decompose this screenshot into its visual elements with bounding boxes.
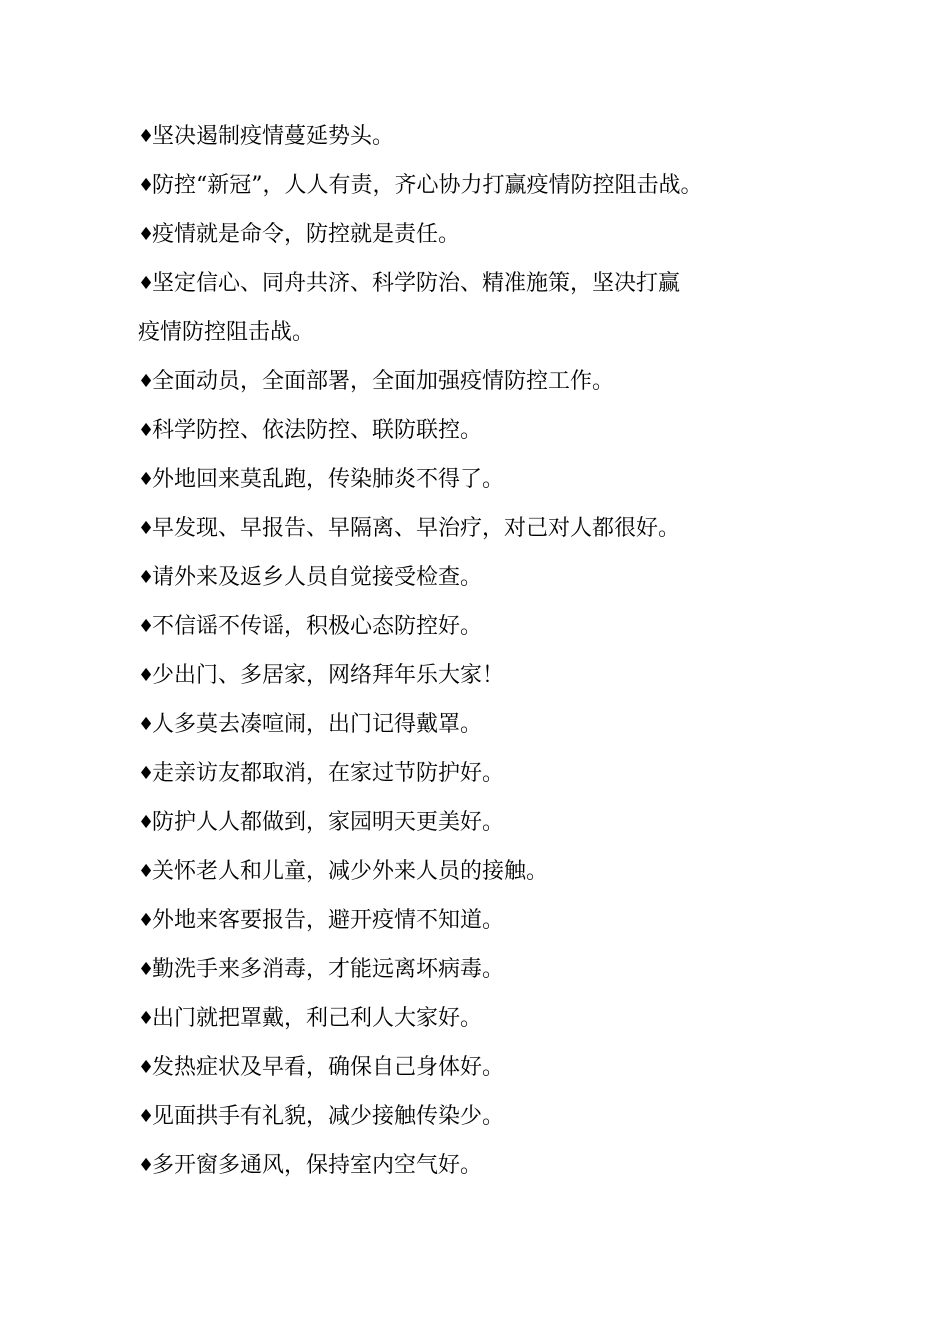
- diamond-bullet-icon: ♦: [138, 665, 155, 686]
- slogan-line: [138, 357, 838, 406]
- slogan-text: 发热症状及早看，确保自己身体好。: [152, 1055, 505, 1080]
- slogan-text: 人多莫去凑喧闹，出门记得戴罩。: [152, 712, 483, 737]
- slogan-text: 坚定信心、同舟共济、科学防治、精准施策，坚决打赢: [152, 271, 681, 296]
- slogan-text: 不信谣不传谣，积极心态防控好。: [152, 614, 483, 639]
- slogan-line: [138, 1043, 838, 1092]
- diamond-bullet-icon: ♦: [138, 861, 155, 882]
- slogan-text: 科学防控、依法防控、联防联控。: [152, 418, 483, 443]
- diamond-bullet-icon: ♦: [138, 224, 155, 245]
- slogan-text: 防控“新冠”，人人有责，齐心协力打赢疫情防控阻击战。: [152, 173, 703, 198]
- slogan-text: 外地来客要报告，避开疫情不知道。: [152, 908, 505, 933]
- slogan-line: [138, 161, 838, 210]
- slogan-line: [138, 994, 838, 1043]
- diamond-bullet-icon: ♦: [138, 371, 155, 392]
- diamond-bullet-icon: ♦: [138, 616, 155, 637]
- slogan-line: [138, 945, 838, 994]
- diamond-bullet-icon: ♦: [138, 175, 155, 196]
- slogan-line: [138, 602, 838, 651]
- diamond-bullet-icon: ♦: [138, 1057, 155, 1078]
- slogan-list: [138, 112, 838, 1190]
- slogan-line: [138, 700, 838, 749]
- diamond-bullet-icon: ♦: [138, 469, 155, 490]
- slogan-line: [138, 798, 838, 847]
- slogan-line: [138, 553, 838, 602]
- diamond-bullet-icon: ♦: [138, 763, 155, 784]
- slogan-line: [138, 210, 838, 259]
- slogan-line: [138, 651, 838, 700]
- slogan-line: [138, 259, 838, 308]
- slogan-line: [138, 1141, 838, 1190]
- slogan-text: 请外来及返乡人员自觉接受检查。: [152, 565, 483, 590]
- slogan-text: 走亲访友都取消，在家过节防护好。: [152, 761, 505, 786]
- diamond-bullet-icon: ♦: [138, 1106, 155, 1127]
- diamond-bullet-icon: ♦: [138, 273, 155, 294]
- slogan-text: 疫情就是命令，防控就是责任。: [152, 222, 461, 247]
- diamond-bullet-icon: ♦: [138, 959, 155, 980]
- slogan-text: 见面拱手有礼貌，减少接触传染少。: [152, 1104, 505, 1129]
- diamond-bullet-icon: ♦: [138, 1008, 155, 1029]
- slogan-text: 疫情防控阻击战。: [138, 320, 315, 345]
- diamond-bullet-icon: ♦: [138, 567, 155, 588]
- diamond-bullet-icon: ♦: [138, 518, 155, 539]
- slogan-text: 防护人人都做到，家园明天更美好。: [152, 810, 505, 835]
- slogan-line: [138, 406, 838, 455]
- diamond-bullet-icon: ♦: [138, 420, 155, 441]
- slogan-text: 全面动员，全面部署，全面加强疫情防控工作。: [152, 369, 615, 394]
- slogan-text: 外地回来莫乱跑，传染肺炎不得了。: [152, 467, 505, 492]
- diamond-bullet-icon: ♦: [138, 126, 155, 147]
- slogan-text: 出门就把罩戴，利己利人大家好。: [152, 1006, 483, 1031]
- slogan-line: [138, 308, 838, 357]
- slogan-text: 多开窗多通风，保持室内空气好。: [152, 1153, 483, 1178]
- slogan-line: [138, 504, 838, 553]
- slogan-line: [138, 1092, 838, 1141]
- slogan-line: [138, 749, 838, 798]
- diamond-bullet-icon: ♦: [138, 910, 155, 931]
- slogan-text: 勤洗手来多消毒，才能远离坏病毒。: [152, 957, 505, 982]
- slogan-line: [138, 847, 838, 896]
- slogan-text: 早发现、早报告、早隔离、早治疗，对己对人都很好。: [152, 516, 681, 541]
- slogan-line: [138, 112, 838, 161]
- diamond-bullet-icon: ♦: [138, 714, 155, 735]
- slogan-text: 少出门、多居家，网络拜年乐大家！: [152, 663, 505, 688]
- slogan-text: 坚决遏制疫情蔓延势头。: [152, 124, 395, 149]
- slogan-line: [138, 455, 838, 504]
- diamond-bullet-icon: ♦: [138, 1155, 155, 1176]
- slogan-text: 关怀老人和儿童，减少外来人员的接触。: [152, 859, 549, 884]
- slogan-line: [138, 896, 838, 945]
- diamond-bullet-icon: ♦: [138, 812, 155, 833]
